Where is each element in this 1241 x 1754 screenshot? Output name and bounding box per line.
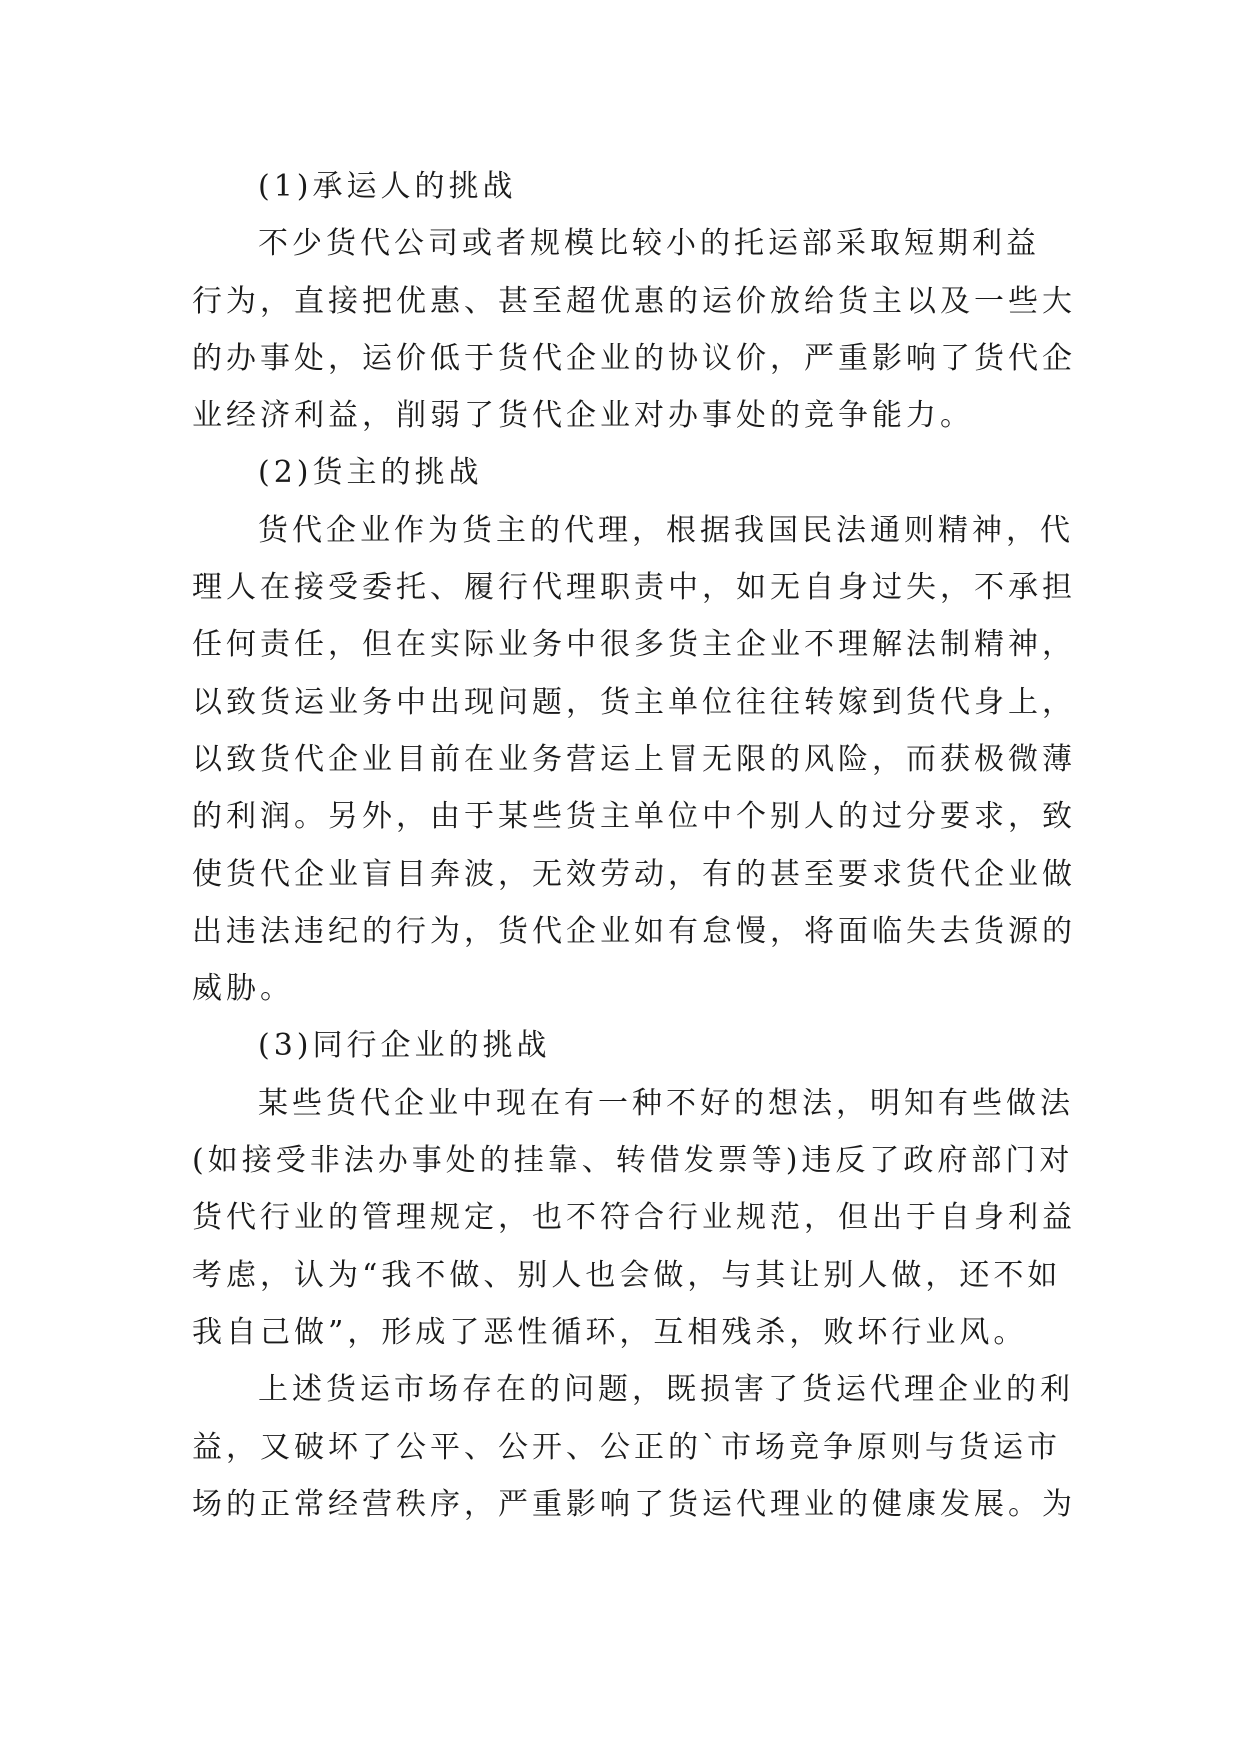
paragraph-line: (如接受非法办事处的挂靠、转借发票等)违反了政府部门对 <box>192 1143 1074 1179</box>
paragraph-line: 不少货代公司或者规模比较小的托运部采取短期利益 <box>258 226 1040 262</box>
heading-1-carrier-challenge: (1)承运人的挑战 <box>258 169 517 204</box>
paragraph-line: 以致货代企业目前在业务营运上冒无限的风险，而获极微薄 <box>192 741 1076 777</box>
paragraph-line: 业经济利益，削弱了货代企业对办事处的竞争能力。 <box>192 398 974 434</box>
paragraph-line: 某些货代企业中现在有一种不好的想法，明知有些做法 <box>258 1085 1074 1121</box>
paragraph-line: 货代行业的管理规定，也不符合行业规范，但出于自身利益 <box>192 1200 1076 1236</box>
body-text <box>192 158 1076 1533</box>
paragraph-line: 我自己做”，形成了恶性循环，互相残杀，败坏行业风。 <box>192 1314 1028 1350</box>
paragraph-line: 出违法违纪的行为，货代企业如有怠慢，将面临失去货源的 <box>192 913 1076 949</box>
paragraph-line: 行为，直接把优惠、甚至超优惠的运价放给货主以及一些大 <box>192 283 1076 319</box>
paragraph-line: 考虑，认为“我不做、别人也会做，与其让别人做，还不如 <box>192 1257 1062 1293</box>
paragraph-line: 理人在接受委托、履行代理职责中，如无自身过失，不承担 <box>192 570 1076 606</box>
paragraph-line: 上述货运市场存在的问题，既损害了货运代理企业的利 <box>258 1372 1074 1408</box>
paragraph-line: 场的正常经营秩序，严重影响了货运代理业的健康发展。为 <box>192 1486 1076 1522</box>
paragraph-line: 益，又破坏了公平、公开、公正的`市场竞争原则与货运市 <box>192 1429 1061 1465</box>
heading-2-shipper-challenge: (2)货主的挑战 <box>258 455 483 491</box>
paragraph-line: 任何责任，但在实际业务中很多货主企业不理解法制精神， <box>192 627 1076 663</box>
paragraph-line: 以致货运业务中出现问题，货主单位往往转嫁到货代身上， <box>192 684 1076 720</box>
paragraph-line: 的利润。另外，由于某些货主单位中个别人的过分要求，致 <box>192 799 1076 835</box>
heading-3-peer-challenge: (3)同行企业的挑战 <box>258 1028 551 1064</box>
paragraph-line: 使货代企业盲目奔波，无效劳动，有的甚至要求货代企业做 <box>192 856 1076 892</box>
paragraph-line: 货代企业作为货主的代理，根据我国民法通则精神，代 <box>258 512 1074 548</box>
paragraph-line: 的办事处，运价低于货代企业的协议价，严重影响了货代企 <box>192 340 1076 376</box>
paragraph-line: 威胁。 <box>192 971 294 1007</box>
